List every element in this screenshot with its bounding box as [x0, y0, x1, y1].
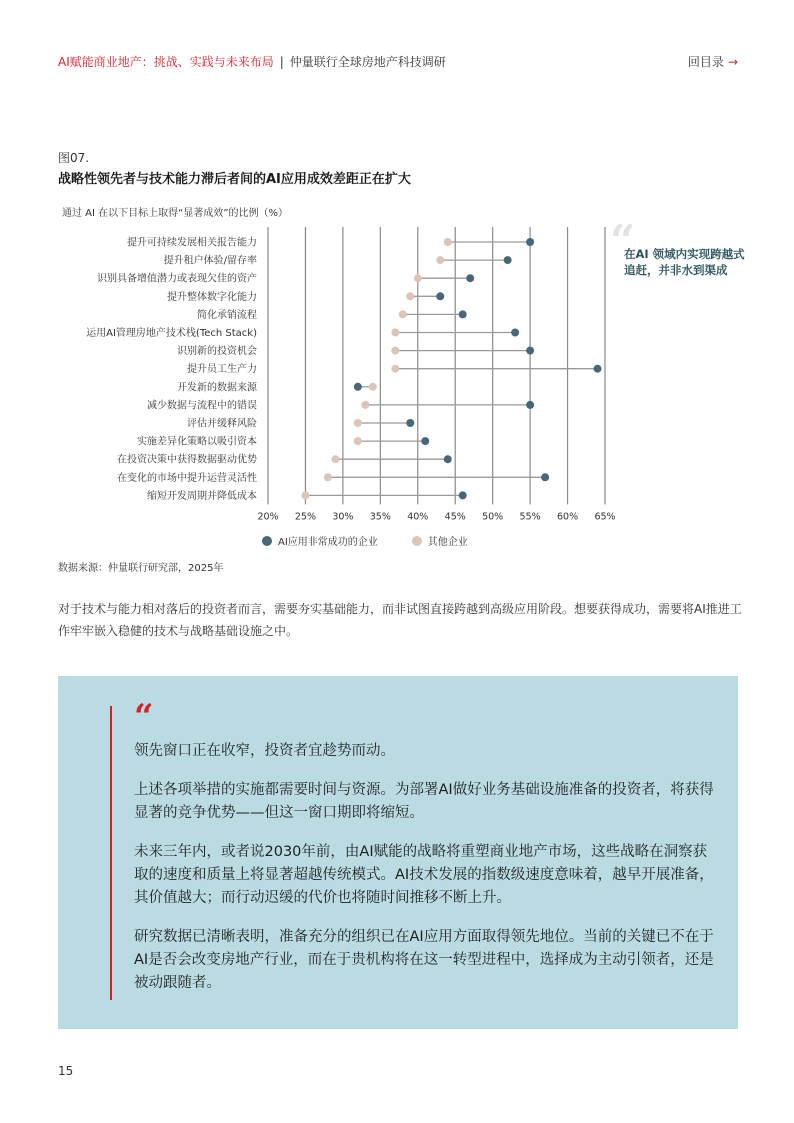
point-successful [594, 365, 602, 373]
category-label: 识别新的投资机会 [177, 346, 257, 358]
category-label: 评估并缓释风险 [187, 418, 257, 430]
callout-quote-icon: “ [610, 216, 636, 267]
x-tick-label: 60% [556, 511, 579, 523]
x-tick-label: 45% [444, 511, 466, 523]
chart-legend [262, 533, 502, 548]
category-label: 简化承销流程 [197, 309, 257, 321]
figure-label: 图07. [58, 151, 90, 165]
back-link-label: 回目录 [687, 55, 724, 69]
point-successful [354, 383, 362, 391]
category-label: 提升租户体验/留存率 [163, 255, 257, 267]
point-successful [466, 274, 474, 282]
category-label: 在变化的市场中提升运营灵活性 [117, 472, 257, 484]
legend-item-others [412, 533, 468, 548]
point-others [391, 347, 399, 355]
point-others [391, 365, 399, 373]
category-label: 识别具备增值潜力或表现欠佳的资产 [97, 273, 257, 285]
x-tick-label: 55% [519, 511, 541, 523]
x-tick-label: 25% [294, 511, 317, 523]
page-header [58, 52, 738, 72]
x-tick-label: 40% [407, 511, 429, 523]
point-successful [459, 310, 467, 318]
legend-dot-successful [262, 536, 272, 546]
header-separator: | [279, 55, 284, 69]
quote-paragraph: 领先窗口正在收窄，投资者宜趁势而动。 [134, 743, 395, 759]
point-successful [526, 238, 534, 246]
back-to-contents-link[interactable] [688, 52, 738, 72]
point-successful [444, 455, 452, 463]
point-others [414, 274, 422, 282]
x-tick-label: 50% [482, 511, 504, 523]
category-label: 缩短开发周期并降低成本 [147, 490, 257, 502]
legend-dot-others [412, 536, 422, 546]
category-label: 运用AI管理房地产技术栈(Tech Stack) [86, 328, 257, 339]
point-others [361, 401, 369, 409]
point-others [406, 292, 414, 300]
body-paragraph: 对于技术与能力相对落后的投资者而言，需要夯实基础能力，而非试图直接跨越到高级应用阶段。想要获得成功，需要将AI推进工作牢牢嵌入稳健的技术与战略基础设施之中。 [58, 602, 742, 638]
category-label: 开发新的数据来源 [177, 382, 257, 394]
legend-label-successful: AI应用非常成功的企业 [278, 537, 378, 548]
point-others [354, 437, 362, 445]
point-successful [526, 347, 534, 355]
legend-item-successful [262, 533, 378, 548]
quote-paragraph: 研究数据已清晰表明，准备充分的组织已在AI应用方面取得领先地位。当前的关键已不在于AI是否会改变房地产行业，而在于贵机构将在这一转型进程中，选择成为主动引领者，还是被动跟随者。 [134, 929, 714, 991]
point-successful [421, 437, 429, 445]
report-title: AI赋能商业地产：挑战、实践与未来布局 [58, 55, 274, 69]
point-successful [436, 292, 444, 300]
point-others [391, 329, 399, 337]
chart-subtitle: 通过 AI 在以下目标上取得“显著成效”的比例（%） [62, 208, 289, 219]
point-successful [526, 401, 534, 409]
point-successful [541, 473, 549, 481]
category-label: 减少数据与流程中的错误 [147, 400, 257, 412]
point-successful [459, 491, 467, 499]
point-others [324, 473, 332, 481]
x-tick-label: 35% [369, 511, 391, 523]
x-tick-label: 20% [257, 511, 279, 523]
callout [608, 216, 748, 278]
report-subtitle: 仲量联行全球房地产科技调研 [289, 55, 446, 69]
category-label: 在投资决策中获得数据驱动优势 [117, 454, 257, 466]
category-label: 提升员工生产力 [187, 364, 257, 376]
point-others [369, 383, 377, 391]
arrow-right-icon: → [727, 55, 738, 69]
callout-text: 在AI 领域内实现跨越式追赶，并非水到渠成 [624, 247, 745, 277]
point-others [399, 310, 407, 318]
data-source: 数据来源：仲量联行研究部，2025年 [58, 563, 224, 574]
category-label: 提升整体数字化能力 [167, 291, 257, 303]
quote-paragraph: 未来三年内，或者说2030年前，由AI赋能的战略将重塑商业地产市场，这些战略在洞察获取的速度和质量上将显著超越传统模式。AI技术发展的指数级速度意味着，越早开展准备，其价值越大；而行动迟缓的代价也将随时间推移不断上升。 [134, 844, 714, 906]
point-successful [504, 256, 512, 264]
figure-title: 战略性领先者与技术能力滞后者间的AI应用成效差距正在扩大 [58, 172, 411, 187]
point-others [354, 419, 362, 427]
point-others [436, 256, 444, 264]
point-successful [406, 419, 414, 427]
quote-paragraph: 上述各项举措的实施都需要时间与资源。为部署AI做好业务基础设施准备的投资者，将获得显著的竞争优势——但这一窗口期即将缩短。 [134, 782, 714, 821]
point-others [301, 491, 309, 499]
point-successful [511, 329, 519, 337]
x-tick-label: 30% [332, 511, 354, 523]
category-label: 提升可持续发展相关报告能力 [127, 237, 257, 249]
quote-mark-icon: “ [134, 697, 154, 737]
x-tick-label: 65% [594, 511, 616, 523]
legend-label-others: 其他企业 [427, 537, 468, 548]
quote-accent-bar [110, 706, 112, 1000]
point-others [331, 455, 339, 463]
quote-box [58, 676, 738, 1029]
quote-paragraphs [134, 740, 714, 1011]
page-number: 15 [58, 1064, 74, 1078]
category-label: 实施差异化策略以吸引资本 [137, 436, 257, 448]
point-others [444, 238, 452, 246]
